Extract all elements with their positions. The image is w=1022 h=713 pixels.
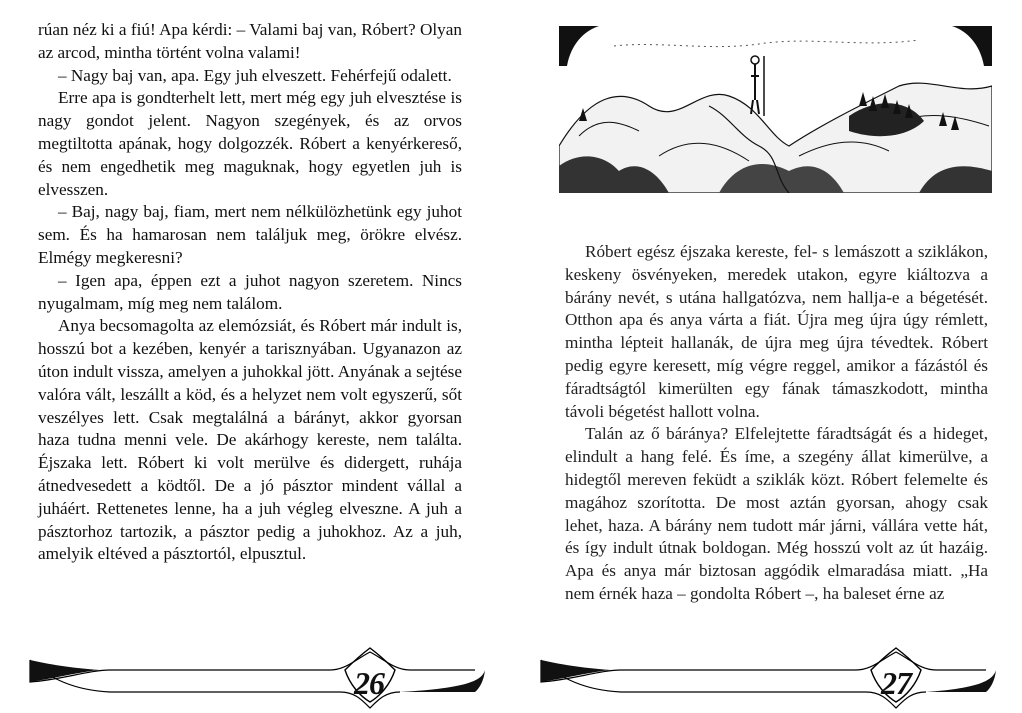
right-page <box>511 0 1022 713</box>
page-footer-ornament <box>511 630 1022 713</box>
page-number: 27 <box>881 665 911 701</box>
right-page-text <box>565 241 988 606</box>
paragraph: Talán az ő báránya? Elfelejtette fáradtságát és a hideget, elindult a hang felé. És íme, a szegény állat kimerülve, a hidegtől mereven feküdt a sziklák közt. Róbert felemelte és magához szorította. De most aztán gyorsan, ahogy csak lehet, haza. A bárány nem tudott már járni, vállára vette hát, és így indult útnak boldogan. Még hosszú volt az út hazáig. Apa és anya már biztosan aggódik elmaradása miatt. „Ha nem érnék haza – gondolta Róbert –, ha baleset érne az <box>565 424 988 603</box>
paragraph: – Baj, nagy baj, fiam, mert nem nélkülözhetünk egy juhot sem. És ha hamarosan nem találjuk meg, örökre elvész. Elmégy megkeresni? <box>38 202 462 267</box>
paragraph: Erre apa is gondterhelt lett, mert még egy juh elvesztése is nagy gondot jelent. Nagyon szegények, és az orvos megtiltotta apának, hogy dolgozzék. Róbert a kenyérkereső, és nem engedhetik meg maguknak, hogy egyetlen juh is elvesszen. <box>38 88 462 199</box>
paragraph: rúan néz ki a fiú! Apa kérdi: – Valami baj van, Róbert? Olyan az arcod, mintha történt volna valami! <box>38 20 462 62</box>
paragraph: Anya becsomagolta az elemózsiát, és Róbert már indult is, hosszú bot a kezében, kenyér a tarisznyában. Ugyanazon az úton indult vissza, amelyen a juhokkal jött. Anyának a sejtése valóra vált, leszállt a köd, és a helyzet nem volt egyszerű, sőt veszélyes lett. Csak megtalálná a bárányt, akkor gyorsan haza tudna menni vele. De akárhogy kereste, nem találta. Éjszaka lett. Róbert ki volt merülve és didergett, ruhája átnedvesedett a ködtől. De a jó pásztor mindent vállal a juháért. Rettenetes lenne, ha a juh végleg elveszne. A juh a pásztorhoz tartozik, a pásztor pedig a juhokhoz. Az a juh, amelyik eltéved a pásztortól, elpusztul. <box>38 316 462 564</box>
mountain-shepherd-illustration <box>559 26 992 193</box>
page-footer-ornament <box>0 630 511 713</box>
paragraph: Róbert egész éjszaka kereste, fel- s lemászott a sziklákon, keskeny ösvényeken, meredek utakon, egyre kiáltozva a bárány nevét, s utána hallgatózva, nem hallja-e a bégetését. Otthon apa és anya várta a fiát. Újra meg újra úgy rémlett, mintha lépteit hallanák, de újra meg újra tévedtek. Róbert pedig egyre keresett, míg végre reggel, amikor a fázástól és fáradtságtól kimerülten egy fának támaszkodott, mintha távoli bégetést hallott volna. <box>565 242 988 421</box>
left-page-text <box>38 19 462 566</box>
page-number: 26 <box>354 665 384 701</box>
paragraph: – Igen apa, éppen ezt a juhot nagyon szeretem. Nincs nyugalmam, míg meg nem találom. <box>38 270 462 313</box>
paragraph: – Nagy baj van, apa. Egy juh elveszett. Fehérfejű odalett. <box>58 65 452 85</box>
